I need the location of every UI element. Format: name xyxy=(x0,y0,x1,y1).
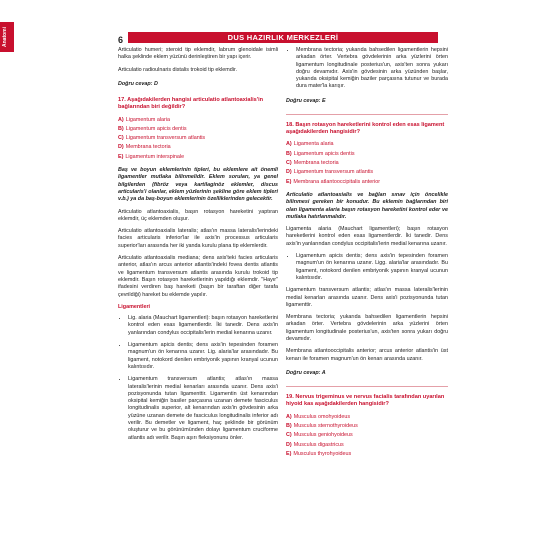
ligament-list xyxy=(118,315,278,442)
answer-option xyxy=(286,179,448,186)
option-text: Musculus omohyoideus xyxy=(293,413,351,420)
paragraph: Articulatio atlantoaxialis mediana; dens axis'teki facies articularis anterior, atlas'ın arcus anterior atlantis'indeki fovea dentis atlantis ve ligamentum transversum atlantis arasında kurulu trokoid tip eklemdir. Başın rotasyon hareketlerinin yapıldığı eklemdir. "Hayır" ifadesini verdiren baş hareketi (başın bir taraftan diğer tarafa çevrildiği) hareket bu eklemde yapılır. xyxy=(118,255,278,298)
answer-line: Doğru cevap: A xyxy=(286,369,326,376)
option-letter: E) xyxy=(286,450,292,457)
answer-option xyxy=(118,144,278,151)
list-item: • Ligamentum transversum atlantis; atlas'ın massa lateralis'lerinin medial kenarları arasında uzanır. Dens axis'i pozisyonunda tutan ligamenttir. Ligamentin üst kenarından oksipital kemiğin basiler parçasına uzanan demete fasciculus longitudinalis superior, alt kenarından axis'in gövdesinin arka yüzüne uzanan demete de fasciculus longitudinalis inferior adı verilir. Bu demetler ve ligament, haç şeklinde bir görünüm oluşturur ve bu görünümünden dolayı ligamentum cruciforme atlantis adı verilir. Başın aşırı fleksiyonunu önler. xyxy=(128,376,278,442)
answer-option xyxy=(118,117,278,124)
option-text: Ligamentum interspinale xyxy=(125,153,185,160)
option-text: Membrana tectoria xyxy=(293,160,339,167)
apicis-list xyxy=(286,253,448,282)
answer-option xyxy=(286,169,448,176)
list-item: • Ligamentum apicis dentis; dens axis'in tepesinden foramen magnum'un ön kenarına uzanır. Ligg. alaria'lar arasındadır. Bu ligament, notokord denilen embriyonik yapının kranyal ucunun kalıntısıdır. xyxy=(296,253,448,282)
left-column xyxy=(118,47,278,447)
paragraph: Membrana atlantooccipitalis anterior; arcus anterior atlantis'in üst kenarı ile foramen magnum'un ön kenarı arasında uzanır. xyxy=(286,348,448,362)
option-text: Ligamentum apicis dentis xyxy=(293,150,355,157)
answer-option xyxy=(286,423,448,430)
option-letter: B) xyxy=(118,125,124,132)
option-text: Ligamentum transversum atlantis xyxy=(125,135,206,142)
list-item: • Ligamentum apicis dentis; dens axis'in tepesinden foramen magnum'un ön kenarına uzanır. Lig. alaria'lar arasındadır. Bu ligament, notokord denilen embriyonik yapının kranyal ucunun kalıntısıdır. xyxy=(128,342,278,371)
option-letter: B) xyxy=(286,422,292,429)
paragraph: Membrana tectoria; yukarıda bahsedilen ligamentlerin hepsini arkadan örter. Vertebra gövdelerinin arka yüzlerini örten ligamentum longitudinale posterius'un, axis'ten sonra yukarı doğru devamıdır. xyxy=(286,314,448,343)
option-text: Ligamentum alaria xyxy=(125,116,171,123)
side-tab xyxy=(0,0,14,550)
divider xyxy=(286,386,448,387)
option-text: Ligamentum transversum atlantis xyxy=(293,169,374,176)
answer-option xyxy=(286,451,448,458)
divider xyxy=(286,114,448,115)
question-17-options xyxy=(118,117,278,161)
option-text: Membrana atlantooccipitalis anterior xyxy=(293,178,380,185)
list-item: • Membrana tectoria; yukarıda bahsedilen ligamentlerin hepsini arkadan örter. Vertebra gövdelerinin arka yüzlerini örten ligamentum longitudinale posterius'un, axis'ten sonra yukarı doğru devamıdır. Axis'in gövdesinin arka yüzünden başlar, yukarıda oksipital kemiğin baziler parçasına tutunur ve burada dura mater'la karışır. xyxy=(296,47,448,91)
answer-option xyxy=(286,141,448,148)
side-section-label: Anatomi xyxy=(2,27,8,47)
paragraph: Articulatio radioulnaris distalis trokoid tip eklemdir. xyxy=(118,66,237,73)
paragraph: Ligamenta alaria (Mauchart ligamentleri); başın rotasyon hareketlerini kontrol eden esas ligamentlerdir. İki tanedir. Dens axis'in yanlarından condylus occipitalis'lerin medial kenarına uzanır. xyxy=(286,226,448,247)
answer-option xyxy=(286,160,448,167)
option-text: Ligamenta alaria xyxy=(293,141,334,148)
option-text: Ligamentum apicis dentis xyxy=(125,125,187,132)
option-text: Musculus sternothyroideus xyxy=(293,422,358,429)
page-number: 6 xyxy=(118,35,124,45)
option-letter: E) xyxy=(286,178,292,185)
answer-option xyxy=(286,432,448,439)
right-column xyxy=(286,47,448,460)
answer-line: Doğru cevap: D xyxy=(118,80,158,87)
page-header: DUS HAZIRLIK MERKEZLERİ xyxy=(128,32,438,43)
option-text: Musculus thyrohyoideus xyxy=(293,450,352,457)
option-letter: A) xyxy=(118,116,124,123)
option-text: Membrana tectoria xyxy=(125,144,171,151)
paragraph: Articulatio atlantoaxialis lateralis; atlas'ın massa lateralis'lerindeki facies articularis inferior'lar ile axis'in processus articularis superior'ları arasında her iki yanda kurulu plana tip eklemlerdir. xyxy=(118,228,278,249)
answer-option xyxy=(118,135,278,142)
option-text: Musculus geniohyoideus xyxy=(293,432,353,439)
study-note: Baş ve boyun eklemlerinin tipleri, bu eklemlere ait önemli ligamentler mutlaka bilinmelidir. Eklem soruları, ya genel bilgilerden (fibröz veya kartilaginöz eklemler, discus articularis'i olanlar, eklem yüzlerinin şekline göre eklem tipleri v.b.) ya da baş-boyun eklemlerinin özelliklerinden gelecektir. xyxy=(118,167,278,203)
paragraph: Articulatio atlantoaxialis, başın rotasyon hareketini yaptıran eklemdir, üç eklemden oluşur. xyxy=(118,208,278,222)
answer-option xyxy=(118,154,278,161)
list-item: • Lig. alaria (Mauchart ligamentleri): başın rotasyon hareketlerini kontrol eden esas ligamentlerdir. İki tanedir. Dens axis'in yanlarından condylus occipitalis'lerin medial kenarına uzanır. xyxy=(128,315,278,337)
paragraph: Ligamentum transversum atlantis; atlas'ın massa lateralis'lerinin medial kenarları arasında uzanır. Dens axis'i pozisyonunda tutan ligamenttir. xyxy=(286,287,448,308)
membrana-list xyxy=(286,47,448,91)
option-letter: C) xyxy=(118,135,124,142)
question-19-options xyxy=(286,414,448,458)
answer-option xyxy=(286,151,448,158)
option-letter: C) xyxy=(286,160,292,167)
option-letter: D) xyxy=(118,144,124,151)
option-letter: A) xyxy=(286,413,292,420)
study-note: Articulatio atlantoaxialis ve bağları sınav için öncelikle bilinmesi gereken bir konudur. Bu eklemin bağlarından biri olan ligamenta alaria başın rotasyon hareketini kontrol eder ve mutlaka hatırlanmalıdır. xyxy=(286,191,448,220)
question-19: 19. Nervus trigeminus ve nervus facialis tarafından uyarılan hiyoid kas aşağıdakilerden hangisidir? xyxy=(286,394,445,408)
answer-option xyxy=(286,442,448,449)
question-17: 17. Aşağıdakilerden hangisi articulatio atlantoaxialis'in bağlarından biri değildir? xyxy=(118,97,264,111)
option-letter: D) xyxy=(286,441,292,448)
question-18: 18. Başın rotasyon hareketlerini kontrol eden esas ligament aşağıdakilerden hangisidir? xyxy=(286,122,445,136)
option-letter: B) xyxy=(286,150,292,157)
answer-option xyxy=(286,414,448,421)
option-letter: C) xyxy=(286,432,292,439)
question-18-options xyxy=(286,141,448,185)
subheading-ligaments: Ligamentleri xyxy=(118,303,151,310)
answer-line: Doğru cevap: E xyxy=(286,97,326,104)
option-text: Musculus digastricus xyxy=(293,441,344,448)
option-letter: A) xyxy=(286,141,292,148)
answer-option xyxy=(118,126,278,133)
paragraph: Articulatio humeri; steroid tip eklemdir, labrum glenoidale isimli halka şeklinde eklem yüzünü derinleştiren bir yapı içerir. xyxy=(118,47,278,61)
option-letter: D) xyxy=(286,169,292,176)
option-letter: E) xyxy=(118,153,124,160)
